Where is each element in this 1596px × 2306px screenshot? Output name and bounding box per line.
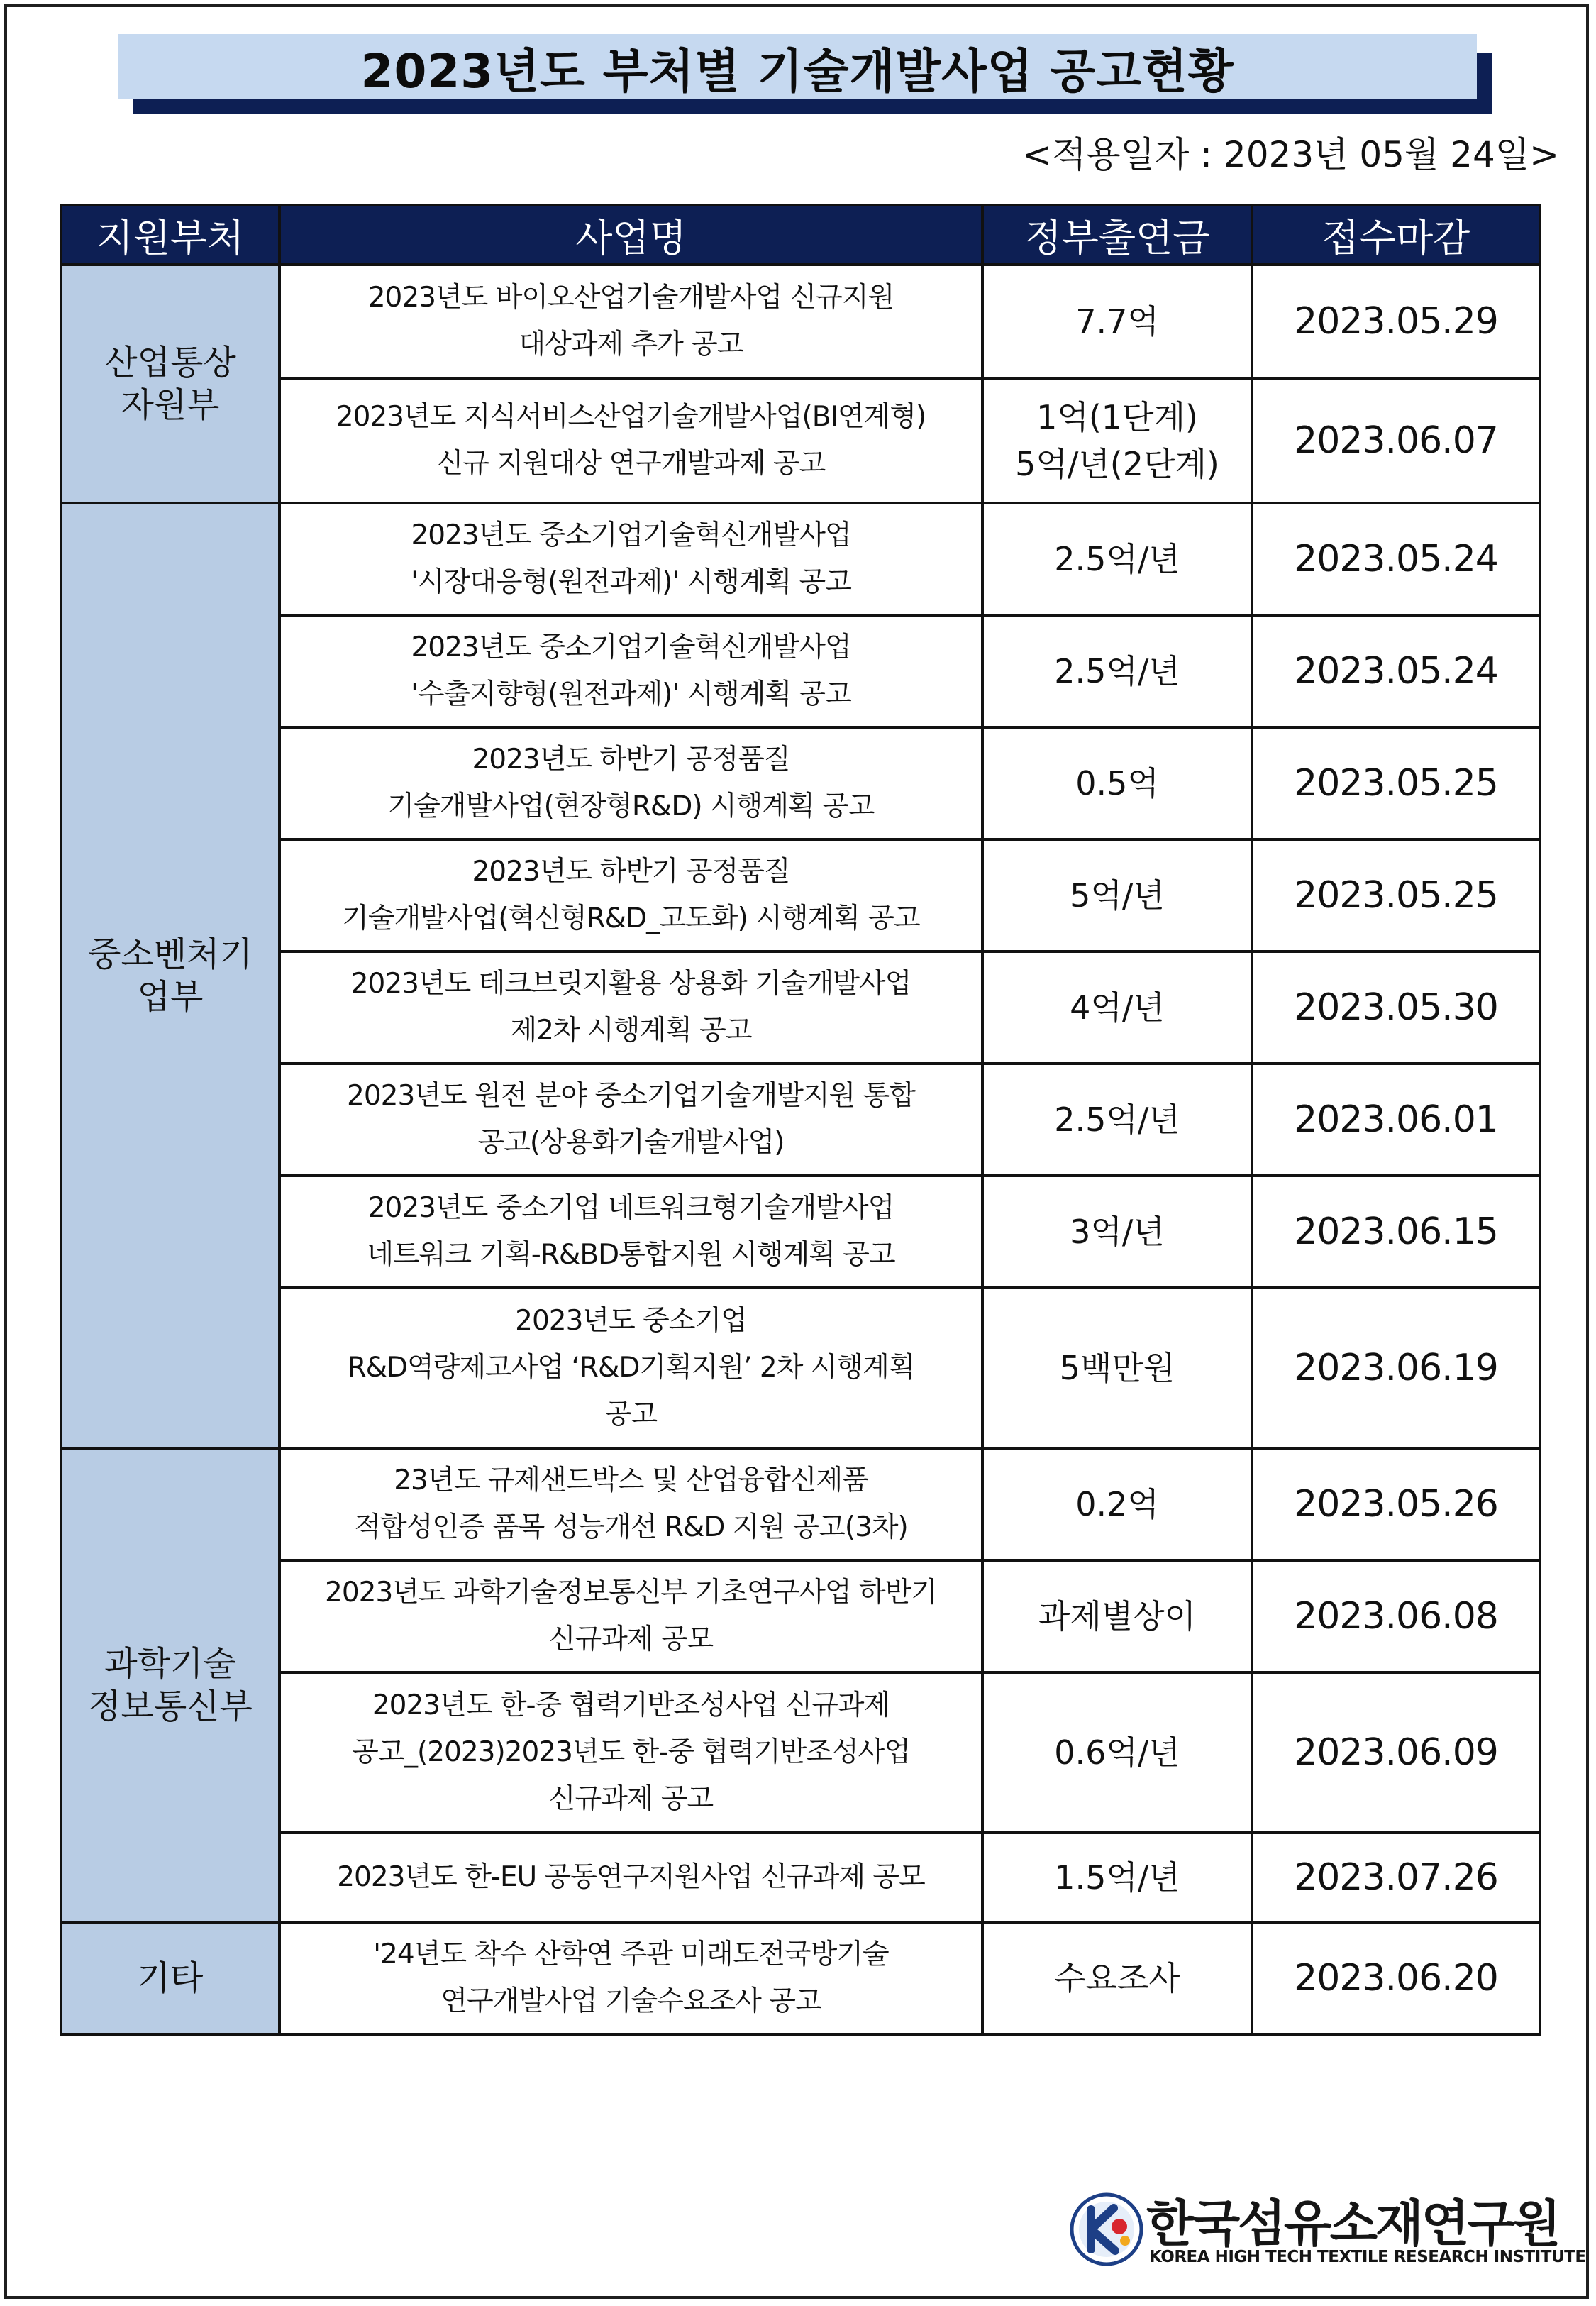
announcement-table — [60, 204, 1541, 2036]
institute-emblem-icon — [1070, 2192, 1143, 2266]
dept-cell: 산업통상 자원부 — [61, 265, 279, 503]
funding-cell: 2.5억/년 — [982, 615, 1252, 727]
funding-cell: 7.7억 — [982, 265, 1252, 378]
program-name-cell: 2023년도 중소기업 네트워크형기술개발사업 네트워크 기획-R&BD통합지원 시행계획 공고 — [279, 1176, 982, 1288]
table-row — [61, 503, 1540, 615]
deadline-cell: 2023.05.24 — [1252, 615, 1540, 727]
program-name-cell: 2023년도 바이오산업기술개발사업 신규지원 대상과제 추가 공고 — [279, 265, 982, 378]
program-name-cell: 23년도 규제샌드박스 및 산업융합신제품 적합성인증 품목 성능개선 R&D 지원 공고(3차) — [279, 1448, 982, 1560]
header-program: 사업명 — [279, 205, 982, 265]
deadline-cell: 2023.05.25 — [1252, 727, 1540, 839]
funding-cell: 1.5억/년 — [982, 1833, 1252, 1922]
table-row — [61, 1833, 1540, 1922]
dept-cell: 과학기술 정보통신부 — [61, 1448, 279, 1922]
funding-cell: 과제별상이 — [982, 1560, 1252, 1672]
page-title: 2023년도 부처별 기술개발사업 공고현황 — [360, 43, 1234, 99]
table-row — [61, 1448, 1540, 1560]
header-dept: 지원부처 — [61, 205, 279, 265]
deadline-cell: 2023.05.24 — [1252, 503, 1540, 615]
deadline-cell: 2023.06.01 — [1252, 1064, 1540, 1176]
deadline-cell: 2023.06.15 — [1252, 1176, 1540, 1288]
program-name-cell: 2023년도 원전 분야 중소기업기술개발지원 통합 공고(상용화기술개발사업) — [279, 1064, 982, 1176]
program-name-cell: 2023년도 과학기술정보통신부 기초연구사업 하반기 신규과제 공모 — [279, 1560, 982, 1672]
program-name-cell: 2023년도 테크브릿지활용 상용화 기술개발사업 제2차 시행계획 공고 — [279, 951, 982, 1064]
header-row — [61, 205, 1540, 265]
deadline-cell: 2023.05.25 — [1252, 839, 1540, 951]
deadline-cell: 2023.07.26 — [1252, 1833, 1540, 1922]
funding-cell: 4억/년 — [982, 951, 1252, 1064]
deadline-cell: 2023.05.30 — [1252, 951, 1540, 1064]
header-funding: 정부출연금 — [982, 205, 1252, 265]
header-deadline: 접수마감 — [1252, 205, 1540, 265]
title-banner — [118, 34, 1477, 99]
institute-name-en: KOREA HIGH TECH TEXTILE RESEARCH INSTITUTE — [1149, 2248, 1586, 2266]
effective-date: <적용일자 : 2023년 05월 24일> — [1022, 134, 1559, 175]
table-row — [61, 951, 1540, 1064]
funding-cell: 1억(1단계) 5억/년(2단계) — [982, 378, 1252, 503]
table-row — [61, 265, 1540, 378]
program-name-cell: 2023년도 중소기업기술혁신개발사업 '시장대응형(원전과제)' 시행계획 공고 — [279, 503, 982, 615]
table-row — [61, 1176, 1540, 1288]
institute-logo — [1070, 2184, 1586, 2276]
funding-cell: 0.2억 — [982, 1448, 1252, 1560]
table-body — [61, 265, 1540, 2034]
dept-cell: 기타 — [61, 1922, 279, 2034]
table-row — [61, 1922, 1540, 2034]
funding-cell: 2.5억/년 — [982, 1064, 1252, 1176]
table-row — [61, 1064, 1540, 1176]
program-name-cell: 2023년도 하반기 공정품질 기술개발사업(현장형R&D) 시행계획 공고 — [279, 727, 982, 839]
table-row — [61, 1560, 1540, 1672]
program-name-cell: '24년도 착수 산학연 주관 미래도전국방기술 연구개발사업 기술수요조사 공고 — [279, 1922, 982, 2034]
institute-name-ko: 한국섬유소재연구원 — [1146, 2195, 1559, 2253]
deadline-cell: 2023.05.26 — [1252, 1448, 1540, 1560]
program-name-cell: 2023년도 중소기업기술혁신개발사업 '수출지향형(원전과제)' 시행계획 공고 — [279, 615, 982, 727]
deadline-cell: 2023.05.29 — [1252, 265, 1540, 378]
program-name-cell: 2023년도 지식서비스산업기술개발사업(BI연계형) 신규 지원대상 연구개발과제 공고 — [279, 378, 982, 503]
funding-cell: 5억/년 — [982, 839, 1252, 951]
program-name-cell: 2023년도 한-EU 공동연구지원사업 신규과제 공모 — [279, 1833, 982, 1922]
table-row — [61, 615, 1540, 727]
program-name-cell: 2023년도 한-중 협력기반조성사업 신규과제 공고_(2023)2023년도 한-중 협력기반조성사업 신규과제 공고 — [279, 1672, 982, 1833]
program-name-cell: 2023년도 하반기 공정품질 기술개발사업(혁신형R&D_고도화) 시행계획 공고 — [279, 839, 982, 951]
funding-cell: 5백만원 — [982, 1288, 1252, 1448]
table-row — [61, 378, 1540, 503]
table-row — [61, 727, 1540, 839]
table-row — [61, 1672, 1540, 1833]
dept-cell: 중소벤처기 업부 — [61, 503, 279, 1448]
funding-cell: 0.6억/년 — [982, 1672, 1252, 1833]
deadline-cell: 2023.06.20 — [1252, 1922, 1540, 2034]
table-row — [61, 1288, 1540, 1448]
funding-cell: 수요조사 — [982, 1922, 1252, 2034]
funding-cell: 2.5억/년 — [982, 503, 1252, 615]
funding-cell: 3억/년 — [982, 1176, 1252, 1288]
program-name-cell: 2023년도 중소기업 R&D역량제고사업 ‘R&D기획지원’ 2차 시행계획 공고 — [279, 1288, 982, 1448]
deadline-cell: 2023.06.07 — [1252, 378, 1540, 503]
deadline-cell: 2023.06.19 — [1252, 1288, 1540, 1448]
funding-cell: 0.5억 — [982, 727, 1252, 839]
deadline-cell: 2023.06.08 — [1252, 1560, 1540, 1672]
table-row — [61, 839, 1540, 951]
deadline-cell: 2023.06.09 — [1252, 1672, 1540, 1833]
